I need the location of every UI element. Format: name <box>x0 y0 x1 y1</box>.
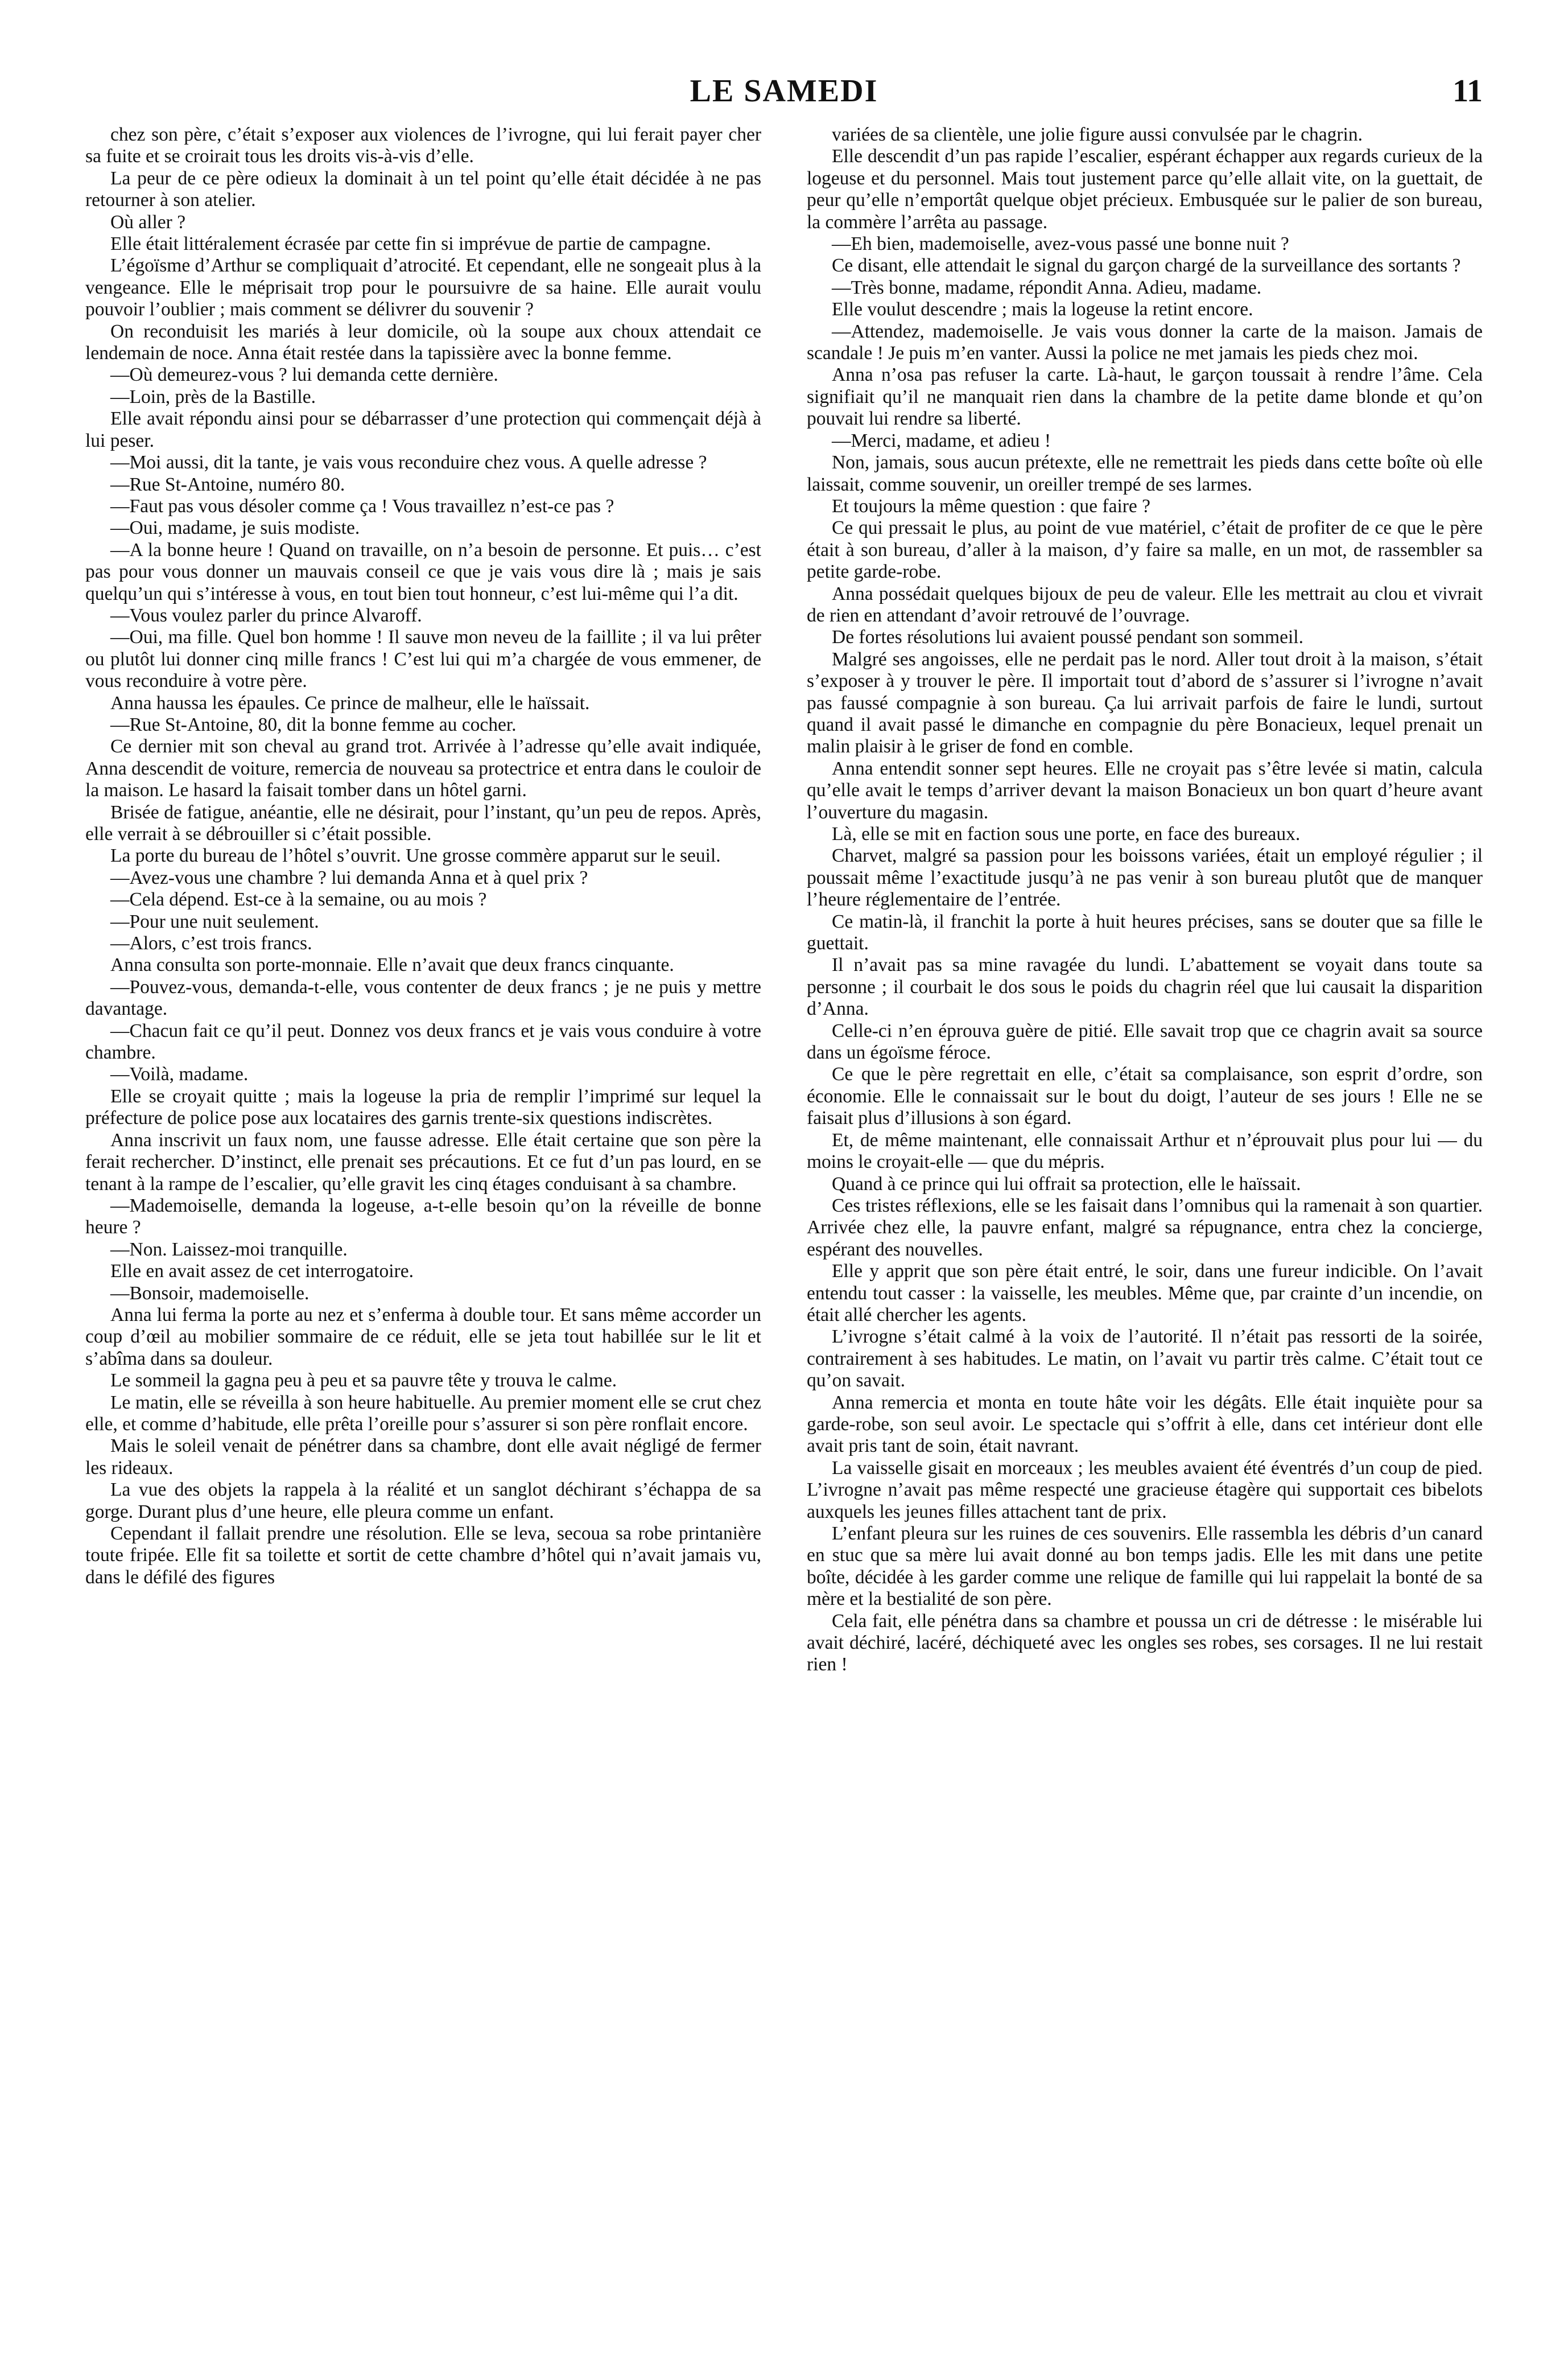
paragraph: Là, elle se mit en faction sous une porte, en face des bureaux. <box>832 824 1301 845</box>
paragraph: Anna remercia et monta en toute hâte voir les dégâts. Elle était inquiète pour sa garde-robe, son seul avoir. Le spectacle qui s’offrit à elle, dans cet intérieur dont elle avait pris tant de soin, était navrant. <box>807 1391 1483 1457</box>
paragraph: —Alors, c’est trois francs. <box>110 933 312 954</box>
paragraph: —A la bonne heure ! Quand on travaille, on n’a besoin de personne. Et puis… c’est pas pour vous donner un mauvais conseil ce que je vais vous dire là ; mais je sais quelqu’un qui s’intéresse à vous, en tout bien tout honneur, c’est lui-même qui l’a dit. <box>85 539 761 604</box>
paragraph: Brisée de fatigue, anéantie, elle ne désirait, pour l’instant, qu’un peu de repos. Après, elle verrait à se débrouiller si c’était possible. <box>85 801 761 845</box>
paragraph: Elle se croyait quitte ; mais la logeuse la pria de remplir l’imprimé sur lequel la préfecture de police pose aux locataires des garnis trente-six questions indiscrètes. <box>85 1085 761 1129</box>
paragraph: De fortes résolutions lui avaient poussé pendant son sommeil. <box>832 627 1303 648</box>
paragraph: —Voilà, madame. <box>110 1064 249 1085</box>
paragraph: Malgré ses angoisses, elle ne perdait pas le nord. Aller tout droit à la maison, s’était s’exposer à y trouver le père. Il importait tout d’abord de s’assurer si l’ivrogne n’avait pas faussé compagnie à son bureau. Ça lui arrivait parfois de faire le lundi, surtout quand il avait passé le dimanche en compagnie du père Bonacieux, lequel prenait un malin plaisir à le griser de fond en comble. <box>807 648 1483 757</box>
paragraph: —Cela dépend. Est-ce à la semaine, ou au mois ? <box>110 889 487 911</box>
paragraph: —Pour une nuit seulement. <box>110 911 319 932</box>
right-column <box>807 124 1483 1676</box>
paragraph: —Loin, près de la Bastille. <box>110 386 316 407</box>
paragraph: Quand à ce prince qui lui offrait sa protection, elle le haïssait. <box>832 1173 1301 1195</box>
paragraph: —Pouvez-vous, demanda-t-elle, vous contenter de deux francs ; je ne puis y mettre davantage. <box>85 976 761 1020</box>
paragraph: La peur de ce père odieux la dominait à un tel point qu’elle était décidée à ne pas retourner à son atelier. <box>85 167 761 211</box>
paragraph: Non, jamais, sous aucun prétexte, elle ne remettrait les pieds dans cette boîte où elle laissait, comme souvenir, un oreiller trempé de ses larmes. <box>807 452 1483 495</box>
paragraph: —Moi aussi, dit la tante, je vais vous reconduire chez vous. A quelle adresse ? <box>110 452 707 474</box>
paragraph: Le matin, elle se réveilla à son heure habituelle. Au premier moment elle se crut chez elle, et comme d’habitude, elle prêta l’oreille pour s’assurer si son père ronflait encore. <box>85 1391 761 1435</box>
paragraph: Elle voulut descendre ; mais la logeuse la retint encore. <box>832 299 1253 320</box>
paragraph: Elle descendit d’un pas rapide l’escalier, espérant échapper aux regards curieux de la logeuse et du personnel. Mais tout justement parce qu’elle allait vite, on la guettait, de peur qu’elle n’emportât quelque objet précieux. Embusquée sur le palier de son bureau, la commère l’arrêta au passage. <box>807 146 1483 233</box>
paragraph: Anna consulta son porte-monnaie. Elle n’avait que deux francs cinquante. <box>110 954 674 976</box>
text-columns <box>85 124 1483 1676</box>
paragraph: Ces tristes réflexions, elle se les faisait dans l’omnibus qui la ramenait à son quartier. Arrivée chez elle, la pauvre enfant, malgré sa répugnance, entra chez la concierge, espérant des nouvelles. <box>807 1195 1483 1260</box>
paragraph: —Rue St-Antoine, 80, dit la bonne femme au cocher. <box>110 714 517 735</box>
left-column <box>85 124 761 1676</box>
paragraph: Ce que le père regrettait en elle, c’était sa complaisance, son esprit d’ordre, son économie. Elle le connaissait sur le bout du doigt, l’auteur de ses jours ! Elle ne se faisait plus d’illusions à son égard. <box>807 1064 1483 1129</box>
paragraph: On reconduisit les mariés à leur domicile, où la soupe aux choux attendait ce lendemain de noce. Anna était restée dans la tapissière avec la bonne femme. <box>85 320 761 364</box>
paragraph: —Eh bien, mademoiselle, avez-vous passé une bonne nuit ? <box>832 233 1289 255</box>
paragraph: Mais le soleil venait de pénétrer dans sa chambre, dont elle avait négligé de fermer les rideaux. <box>85 1435 761 1479</box>
paragraph: Et toujours la même question : que faire ? <box>832 495 1151 517</box>
paragraph: —Bonsoir, mademoiselle. <box>110 1282 310 1304</box>
paragraph: Anna haussa les épaules. Ce prince de malheur, elle le haïssait. <box>110 692 590 714</box>
page-number: 11 <box>1453 73 1483 109</box>
paragraph: Anna lui ferma la porte au nez et s’enferma à double tour. Et sans même accorder un coup d’œil au mobilier sommaire de ce réduit, elle se jeta tout habillée sur le lit et s’abîma dans sa douleur. <box>85 1304 761 1369</box>
paragraph: —Vous voulez parler du prince Alvaroff. <box>110 604 422 626</box>
paragraph: —Attendez, mademoiselle. Je vais vous donner la carte de la maison. Jamais de scandale ! Je puis m’en vanter. Aussi la police ne met jamais les pieds chez moi. <box>807 320 1483 364</box>
paragraph: L’enfant pleura sur les ruines de ces souvenirs. Elle rassembla les débris d’un canard en stuc que sa mère lui avait donné au bon temps jadis. Elle les mit dans une petite boîte, décidée à les garder comme une relique de famille qui lui rappelait la bonté de sa mère et la bestialité de son père. <box>807 1523 1483 1610</box>
paragraph: Elle en avait assez de cet interrogatoire. <box>110 1261 414 1282</box>
paragraph: Ce matin-là, il franchit la porte à huit heures précises, sans se douter que sa fille le guettait. <box>807 911 1483 954</box>
paragraph: Elle avait répondu ainsi pour se débarrasser d’une protection qui commençait déjà à lui peser. <box>85 408 761 451</box>
paragraph: —Où demeurez-vous ? lui demanda cette dernière. <box>110 364 498 386</box>
paragraph: —Merci, madame, et adieu ! <box>832 430 1051 451</box>
paragraph: Anna entendit sonner sept heures. Elle ne croyait pas s’être levée si matin, calcula qu’elle avait le temps d’arriver devant la maison Bonacieux un bon quart d’heure avant l’ouverture du magasin. <box>807 757 1483 823</box>
paragraph: Ce qui pressait le plus, au point de vue matériel, c’était de profiter de ce que le père était à son bureau, d’aller à la maison, d’y faire sa malle, en un mot, de rassembler sa petite garde-robe. <box>807 517 1483 583</box>
paragraph: Ce disant, elle attendait le signal du garçon chargé de la surveillance des sortants ? <box>832 255 1461 277</box>
paragraph: Il n’avait pas sa mine ravagée du lundi. L’abattement se voyait dans toute sa personne ; il courbait le dos sous le poids du chagrin réel que lui causait la disparition d’Anna. <box>807 954 1483 1020</box>
paragraph: Le sommeil la gagna peu à peu et sa pauvre tête y trouva le calme. <box>110 1370 617 1391</box>
paragraph: —Mademoiselle, demanda la logeuse, a-t-elle besoin qu’on la réveille de bonne heure ? <box>85 1195 761 1238</box>
paragraph: Ce dernier mit son cheval au grand trot. Arrivée à l’adresse qu’elle avait indiquée, Anna descendit de voiture, remercia de nouveau sa protectrice et entra dans le couloir de la maison. Le hasard la faisait tomber dans un hôtel garni. <box>85 736 761 801</box>
paragraph: —Non. Laissez-moi tranquille. <box>110 1238 348 1260</box>
paragraph: —Oui, ma fille. Quel bon homme ! Il sauve mon neveu de la faillite ; il va lui prêter ou plutôt lui donner cinq mille francs ! C’est lui qui m’a chargée de vous emmener, de vous reconduire à votre père. <box>85 627 761 692</box>
paragraph: Cependant il fallait prendre une résolution. Elle se leva, secoua sa robe printanière toute fripée. Elle fit sa toilette et sortit de cette chambre d’hôtel qui n’avait jamais vu, dans le défilé des figures <box>85 1523 761 1588</box>
paragraph: Anna inscrivit un faux nom, une fausse adresse. Elle était certaine que son père la ferait rechercher. D’instinct, elle prenait ses précautions. Et ce fut d’un pas lourd, en se tenant à la rampe de l’escalier, qu’elle gravit les cinq étages conduisant à sa chambre. <box>85 1129 761 1195</box>
paragraph: Anna n’osa pas refuser la carte. Là-haut, le garçon toussait à rendre l’âme. Cela signifiait qu’il ne manquait rien dans la chambre de la petite dame blonde et qu’on pouvait lui rendre sa liberté. <box>807 364 1483 430</box>
running-title: LE SAMEDI <box>690 73 878 109</box>
paragraph: —Faut pas vous désoler comme ça ! Vous travaillez n’est-ce pas ? <box>110 495 614 517</box>
paragraph: Elle y apprit que son père était entré, le soir, dans une fureur indicible. On l’avait entendu tout casser : la vaisselle, les meubles. Même que, par crainte d’un incendie, on était allé chercher les agents. <box>807 1261 1483 1325</box>
paragraph: —Très bonne, madame, répondit Anna. Adieu, madame. <box>832 277 1262 298</box>
paragraph: —Rue St-Antoine, numéro 80. <box>110 474 345 495</box>
paragraph: —Oui, madame, je suis modiste. <box>110 517 360 539</box>
paragraph: L’ivrogne s’était calmé à la voix de l’autorité. Il n’était pas ressorti de la soirée, contrairement à ses habitudes. Le matin, on l’avait vu partir très calme. C’était tout ce qu’on savait. <box>807 1326 1483 1391</box>
paragraph: variées de sa clientèle, une jolie figure aussi convulsée par le chagrin. <box>832 124 1363 145</box>
paragraph: —Chacun fait ce qu’il peut. Donnez vos deux francs et je vais vous conduire à votre chambre. <box>85 1020 761 1064</box>
paragraph: La vaisselle gisait en morceaux ; les meubles avaient été éventrés d’un coup de pied. L’ivrogne n’avait pas même respecté une gracieuse étagère qui supportait ces bibelots auxquels les jeunes filles attachent tant de prix. <box>807 1457 1483 1522</box>
paragraph: Cela fait, elle pénétra dans sa chambre et poussa un cri de détresse : le misérable lui avait déchiré, lacéré, déchiqueté avec les ongles ses robes, ses corsages. Il ne lui restait rien ! <box>807 1610 1483 1675</box>
paragraph: Charvet, malgré sa passion pour les boissons variées, était un employé régulier ; il poussait même l’exactitude jusqu’à ne pas venir à son bureau plutôt que de manquer l’heure réglementaire de l’entrée. <box>807 845 1483 911</box>
paragraph: Anna possédait quelques bijoux de peu de valeur. Elle les mettrait au clou et vivrait de rien en attendant d’avoir retrouvé de l’ouvrage. <box>807 583 1483 626</box>
paragraph: Celle-ci n’en éprouva guère de pitié. Elle savait trop que ce chagrin avait sa source dans un égoïsme féroce. <box>807 1020 1483 1064</box>
paragraph: Où aller ? <box>110 211 186 233</box>
paragraph: —Avez-vous une chambre ? lui demanda Anna et à quel prix ? <box>110 867 588 888</box>
paragraph: Elle était littéralement écrasée par cette fin si imprévue de partie de campagne. <box>110 233 711 255</box>
paragraph: Et, de même maintenant, elle connaissait Arthur et n’éprouvait plus pour lui — du moins le croyait-elle — que du mépris. <box>807 1129 1483 1173</box>
page-header <box>85 67 1483 124</box>
paragraph: L’égoïsme d’Arthur se compliquait d’atrocité. Et cependant, elle ne songeait plus à la vengeance. Elle le méprisait trop pour le poursuivre de sa haine. Elle aurait voulu pouvoir l’oublier ; mais comment se délivrer du souvenir ? <box>85 255 761 320</box>
paragraph: La porte du bureau de l’hôtel s’ouvrit. Une grosse commère apparut sur le seuil. <box>110 845 721 867</box>
paragraph: La vue des objets la rappela à la réalité et un sanglot déchirant s’échappa de sa gorge. Durant plus d’une heure, elle pleura comme un enfant. <box>85 1479 761 1522</box>
paragraph: chez son père, c’était s’exposer aux violences de l’ivrogne, qui lui ferait payer cher sa fuite et se croirait tous les droits vis-à-vis d’elle. <box>85 124 761 167</box>
